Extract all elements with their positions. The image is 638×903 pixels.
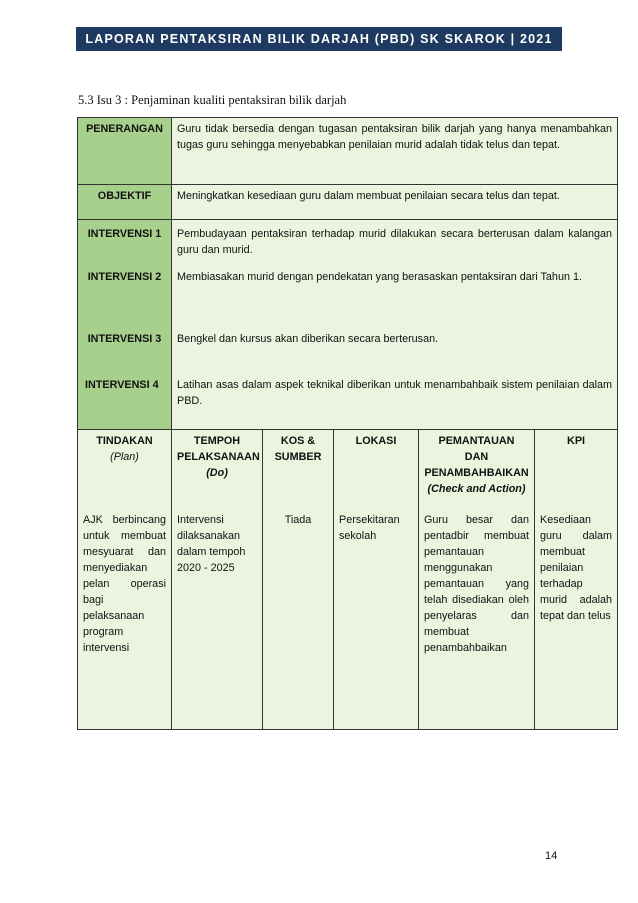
pemantauan-header-line3: PENAMBAHBAIKAN xyxy=(424,467,529,479)
intervensi-1-label: INTERVENSI 1 xyxy=(87,228,162,240)
intervensi-4-label: INTERVENSI 4 xyxy=(85,379,159,391)
pemantauan-header xyxy=(419,430,535,501)
penerangan-row xyxy=(78,118,618,185)
tindakan-header-sub: (Plan) xyxy=(110,451,139,463)
intervensi-labels xyxy=(78,220,172,430)
tempoh-header xyxy=(172,430,263,501)
tempoh-cell: Intervensi dilaksanakan dalam tempoh 2020 - 2025 xyxy=(172,500,263,730)
intervensi-texts xyxy=(172,220,618,430)
lokasi-header: LOKASI xyxy=(334,430,419,501)
page-number: 14 xyxy=(545,850,558,862)
tempoh-header-line1: TEMPOH xyxy=(193,435,241,447)
intervensi-2-label: INTERVENSI 2 xyxy=(87,271,162,283)
objektif-row xyxy=(78,185,618,220)
report-header-banner: LAPORAN PENTAKSIRAN BILIK DARJAH (PBD) SK SKAROK | 2021 xyxy=(76,27,562,51)
pemantauan-header-sub: (Check and Action) xyxy=(427,483,526,495)
kos-cell: Tiada xyxy=(263,500,334,730)
kos-header-line2: SUMBER xyxy=(274,451,322,463)
pemantauan-header-line2: DAN xyxy=(464,451,489,463)
pemantauan-header-line1: PEMANTAUAN xyxy=(438,435,515,447)
intervensi-3-text: Bengkel dan kursus akan diberikan secara berterusan. xyxy=(177,333,439,345)
tindakan-header-title: TINDAKAN xyxy=(96,435,153,447)
intervensi-row xyxy=(78,220,618,430)
tempoh-header-sub: (Do) xyxy=(206,467,228,479)
objektif-label: OBJEKTIF xyxy=(78,185,172,220)
section-title: 5.3 Isu 3 : Penjaminan kualiti pentaksiran bilik darjah xyxy=(78,93,347,107)
intervensi-4-text: Latihan asas dalam aspek teknikal diberikan untuk menambahbaik sistem penilaian dalam PBD. xyxy=(177,379,613,407)
pemantauan-cell: Guru besar dan pentadbir membuat pemantauan menggunakan pemantauan yang telah disediakan oleh penyelaras dan membuat penambahbaikan xyxy=(419,500,535,730)
action-table-header-row xyxy=(78,430,618,501)
tempoh-header-line2: PELAKSANAAN xyxy=(177,451,260,463)
objektif-text: Meningkatkan kesediaan guru dalam membuat penilaian secara telus dan tepat. xyxy=(172,185,618,220)
tindakan-cell: AJK berbincang untuk membuat mesyuarat dan menyediakan pelan operasi bagi pelaksanaan program intervensi xyxy=(78,500,172,730)
lokasi-cell: Persekitaran sekolah xyxy=(334,500,419,730)
kos-header xyxy=(263,430,334,501)
kos-header-line1: KOS & xyxy=(280,435,316,447)
kpi-cell: Kesediaan guru dalam membuat penilaian terhadap murid adalah tepat dan telus xyxy=(535,500,618,730)
kpi-header: KPI xyxy=(535,430,618,501)
penerangan-label: PENERANGAN xyxy=(78,118,172,185)
intervensi-2-text: Membiasakan murid dengan pendekatan yang berasaskan pentaksiran dari Tahun 1. xyxy=(177,271,582,283)
intervensi-1-text: Pembudayaan pentaksiran terhadap murid dilakukan secara berterusan dalam kalangan guru dan murid. xyxy=(177,228,613,256)
issue-table xyxy=(77,117,618,730)
intervensi-3-label: INTERVENSI 3 xyxy=(87,333,162,345)
penerangan-text: Guru tidak bersedia dengan tugasan pentaksiran bilik darjah yang hanya menambahkan tugas guru sehingga menyebabkan penilaian murid adalah tidak telus dan tepat. xyxy=(172,118,618,185)
action-table-body-row xyxy=(78,500,618,730)
tindakan-header xyxy=(78,430,172,501)
